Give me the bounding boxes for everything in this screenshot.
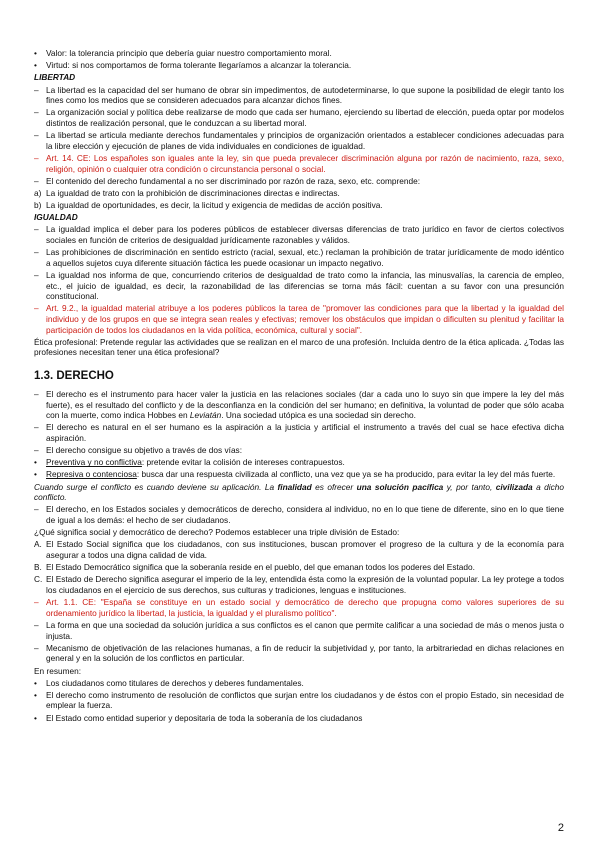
igualdad-item-text: Las prohibiciones de discriminación en sentido estricto (racial, sexual, etc.) reclaman la prohibición de tratar jurídicamente de modo idéntico a aquellos sujetos cuya diferente situación fáctica les puede ocasionar un impacto negativo. <box>46 247 564 268</box>
dash-marker: – <box>34 152 39 163</box>
bullet-marker: • <box>34 689 37 700</box>
via-text: Represiva o contenciosa: busca dar una respuesta civilizada al conflicto, una vez que ya se ha producido, para evitar la ley del más fuerte. <box>46 469 556 480</box>
dash-marker: – <box>34 270 39 280</box>
igualdad-item <box>34 247 564 268</box>
estado-c <box>34 574 564 595</box>
derecho-item <box>34 422 564 443</box>
dash-marker: – <box>34 107 39 118</box>
derecho-item <box>34 389 564 421</box>
dash-marker: – <box>34 445 39 456</box>
dash-marker: – <box>34 303 39 314</box>
resumen-title: En resumen: <box>34 665 82 676</box>
art92-text: Art. 9.2., la igualdad material atribuye a los poderes públicos la tarea de "promover las condiciones para que la libertad y la igualdad del individuo y de los grupos en que se integra sean reales y efectivas; remover los obstáculos que impidan o dificulten su plenitud y facilitar la participación de todos los ciudadanos en la vida política, económica, cultural y social". <box>46 303 564 335</box>
resumen-text: Los ciudadanos como titulares de derechos y deberes fundamentales. <box>46 677 304 688</box>
etica-profesional: Ética profesional: Pretende regular las actividades que se realizan en el marco de una profesión. Incluida dentro de la ética aplicada. ¿Todas las profesiones necesitan tener una ética profesional? <box>34 336 564 358</box>
dash-marker: – <box>34 642 39 653</box>
art11-item <box>34 597 564 618</box>
conflict-note: Cuando surge el conflicto es cuando deviene su aplicación. La finalidad es ofrecer una solución pacífica y, por tanto, civilizada a dicho conflicto. <box>34 481 565 503</box>
dash-marker: – <box>34 422 39 433</box>
estado-text: El Estado Democrático significa que la soberanía reside en el pueblo, del que emanan todos los poderes del Estado. <box>46 562 475 573</box>
dash-marker: – <box>34 619 39 630</box>
estado-text: El Estado Social significa que los ciudadanos, con sus instituciones, buscan promover el progreso de la cultura y de la economía para asegurar a todos una digna calidad de vida. <box>46 539 564 560</box>
question-line: ¿Qué significa social y democrático de derecho? Podemos establecer una triple división de Estado: <box>34 527 400 538</box>
subitem-marker: b) <box>34 200 42 211</box>
libertad-item-text: La organización social y política debe realizarse de modo que cada ser humano, ejerciendo su libertad de elección, pueda optar por modelos distintos de realización personal, que le conduzcan a su libertad moral. <box>46 107 564 128</box>
estado-marker: A. <box>34 539 42 550</box>
via-label: Preventiva y no conflictiva <box>46 457 142 468</box>
estado-marker: B. <box>34 562 42 573</box>
derecho-item-text: La forma en que una sociedad da solución jurídica a sus conflictos es el canon que permite calificar a una sociedad de más o menos justa o injusta. <box>46 619 564 641</box>
derecho-item-text: El derecho es el instrumento para hacer valer la justicia en las relaciones sociales (dar a cada uno lo suyo sin que impere la ley del más fuerte), es el resultado del conflicto y de la desconfianza en la condición del ser humano; en definitiva, la voluntad de poder que sólo acaba con la muerte, como indica Hobbes en Leviatán. Una sociedad utópica es una sociedad sin derecho. <box>46 388 564 421</box>
igualdad-item <box>34 224 564 245</box>
via-label: Represiva o contenciosa <box>46 469 137 480</box>
dash-marker: – <box>34 504 39 515</box>
bullet-marker: • <box>34 469 37 480</box>
resumen-item <box>34 678 564 689</box>
dash-marker: – <box>34 388 39 399</box>
dash-marker: – <box>34 130 39 141</box>
igualdad-item-text: La igualdad implica el deber para los poderes públicos de establecer diversas diferencias de trato jurídico en favor de ciertos colectivos sociales en función de criterios de desigualdad jurídicamente razonables y válidos. <box>46 224 564 246</box>
bullet-valor <box>34 48 564 59</box>
via-text: Preventiva y no conflictiva: pretende evitar la colisión de intereses contrapuestos. <box>46 457 345 468</box>
via-preventiva <box>34 457 564 468</box>
page-number: 2 <box>557 822 564 834</box>
bullet-marker: • <box>34 677 37 688</box>
estado-a <box>34 539 564 560</box>
estado-text: El Estado de Derecho significa asegurar el imperio de la ley, entendida ésta como la expresión de la voluntad popular. La ley protege a todos los ciudadanos en el ejercicio de sus derechos, sus culturas y tradiciones, lenguas e instituciones. <box>46 574 564 595</box>
derecho-item <box>34 445 564 456</box>
subitem-text: La igualdad de trato con la prohibición de discriminaciones directas e indirectas. <box>46 187 340 198</box>
igualdad-item <box>34 270 564 302</box>
derecho-item-text: El derecho, en los Estados sociales y democráticos de derecho, considera al individuo, no en lo que tiene de diferente, sino en lo que tiene de igual a los demás: el hecho de ser ciudadanos. <box>46 504 564 526</box>
resumen-item <box>34 713 564 724</box>
bullet-marker: • <box>34 60 37 71</box>
resumen-item <box>34 690 564 711</box>
libertad-item-text: La libertad es la capacidad del ser humano de obrar sin impedimentos, de autodeterminarse, lo que supone la posibilidad de elegir tanto los fines como los medios que se consideren adecuados para alcanzar dichos fines. <box>46 84 564 106</box>
art11-text: Art. 1.1. CE: "España se constituye en un estado social y democrático de derecho que propugna como valores superiores de su ordenamiento jurídico la libertad, la justicia, la igualdad y el pluralismo político". <box>46 597 564 618</box>
art14-item <box>34 153 564 174</box>
art92-item <box>34 303 564 335</box>
resumen-text: El derecho como instrumento de resolución de conflictos que surjan entre los ciudadanos y de éstos con el propio Estado, sin necesidad de emplear la fuerza. <box>46 689 564 711</box>
derecho-item-text: Mecanismo de objetivación de las relaciones humanas, a fin de reducir la subjetividad y, por tanto, la arbitrariedad en dichas relaciones en general y en la solución de los conflictos en particular. <box>46 642 564 664</box>
subitem-text: La igualdad de oportunidades, es decir, la licitud y exigencia de medidas de acción positiva. <box>46 200 383 211</box>
estado-marker: C. <box>34 574 43 585</box>
dash-marker: – <box>34 175 39 186</box>
contenido-text: El contenido del derecho fundamental a no ser discriminado por razón de raza, sexo, etc. comprende: <box>46 175 421 186</box>
derecho-item <box>34 504 564 525</box>
subitem-b <box>34 200 564 211</box>
section-heading: 1.3. DERECHO <box>34 369 114 382</box>
dash-marker: – <box>34 224 39 235</box>
bullet-marker: • <box>34 712 37 723</box>
estado-b <box>34 562 564 573</box>
dash-marker: – <box>34 84 39 95</box>
igualdad-item-text: La igualdad nos informa de que, concurriendo criterios de desigualdad de trato como la infancia, las minusvalías, la carencia de empleo, etc., el juicio de igualdad, es decir, la razonabilidad de las diferencias se torna más fácil: cuentan a su favor con una presunción constitucional. <box>46 270 564 302</box>
libertad-item <box>34 107 564 128</box>
bullet-text: Virtud: si nos comportamos de forma tolerante llegaríamos a alcanzar la tolerancia. <box>46 60 352 71</box>
bullet-text: Valor: la tolerancia principio que debería guiar nuestro comportamiento moral. <box>46 48 332 58</box>
subitem-a <box>34 188 564 199</box>
igualdad-title: IGUALDAD <box>34 212 78 223</box>
via-represiva <box>34 469 564 480</box>
libertad-item-text: La libertad se articula mediante derechos fundamentales y principios de organización orientados a establecer condiciones adecuadas para la libre elección y ejecución de planes de vida individuales en condiciones de igualdad. <box>46 130 564 151</box>
dash-marker: – <box>34 247 39 258</box>
subitem-marker: a) <box>34 187 42 198</box>
dash-marker: – <box>34 597 39 608</box>
libertad-item <box>34 130 564 151</box>
derecho-item <box>34 620 564 641</box>
contenido-item <box>34 176 564 187</box>
bullet-virtud <box>34 60 564 71</box>
libertad-title: LIBERTAD <box>34 72 76 83</box>
derecho-item <box>34 643 564 664</box>
leviatan-title: Leviatán <box>189 410 222 421</box>
resumen-text: El Estado como entidad superior y depositaria de toda la soberanía de los ciudadanos <box>46 712 363 723</box>
derecho-item-text: El derecho consigue su objetivo a través de dos vías: <box>46 445 243 456</box>
bullet-marker: • <box>34 48 37 58</box>
page-content <box>34 48 564 725</box>
derecho-item-text: El derecho es natural en el ser humano es la aspiración a la justicia y artificial el instrumento a través del cual se hace efectiva dicha aspiración. <box>46 422 564 443</box>
art14-text: Art. 14. CE: Los españoles son iguales ante la ley, sin que pueda prevalecer discriminación alguna por razón de nacimiento, raza, sexo, religión, opinión o cualquier otra condición o circunstancia personal o social. <box>46 152 564 174</box>
bullet-marker: • <box>34 457 37 468</box>
libertad-item <box>34 85 564 106</box>
